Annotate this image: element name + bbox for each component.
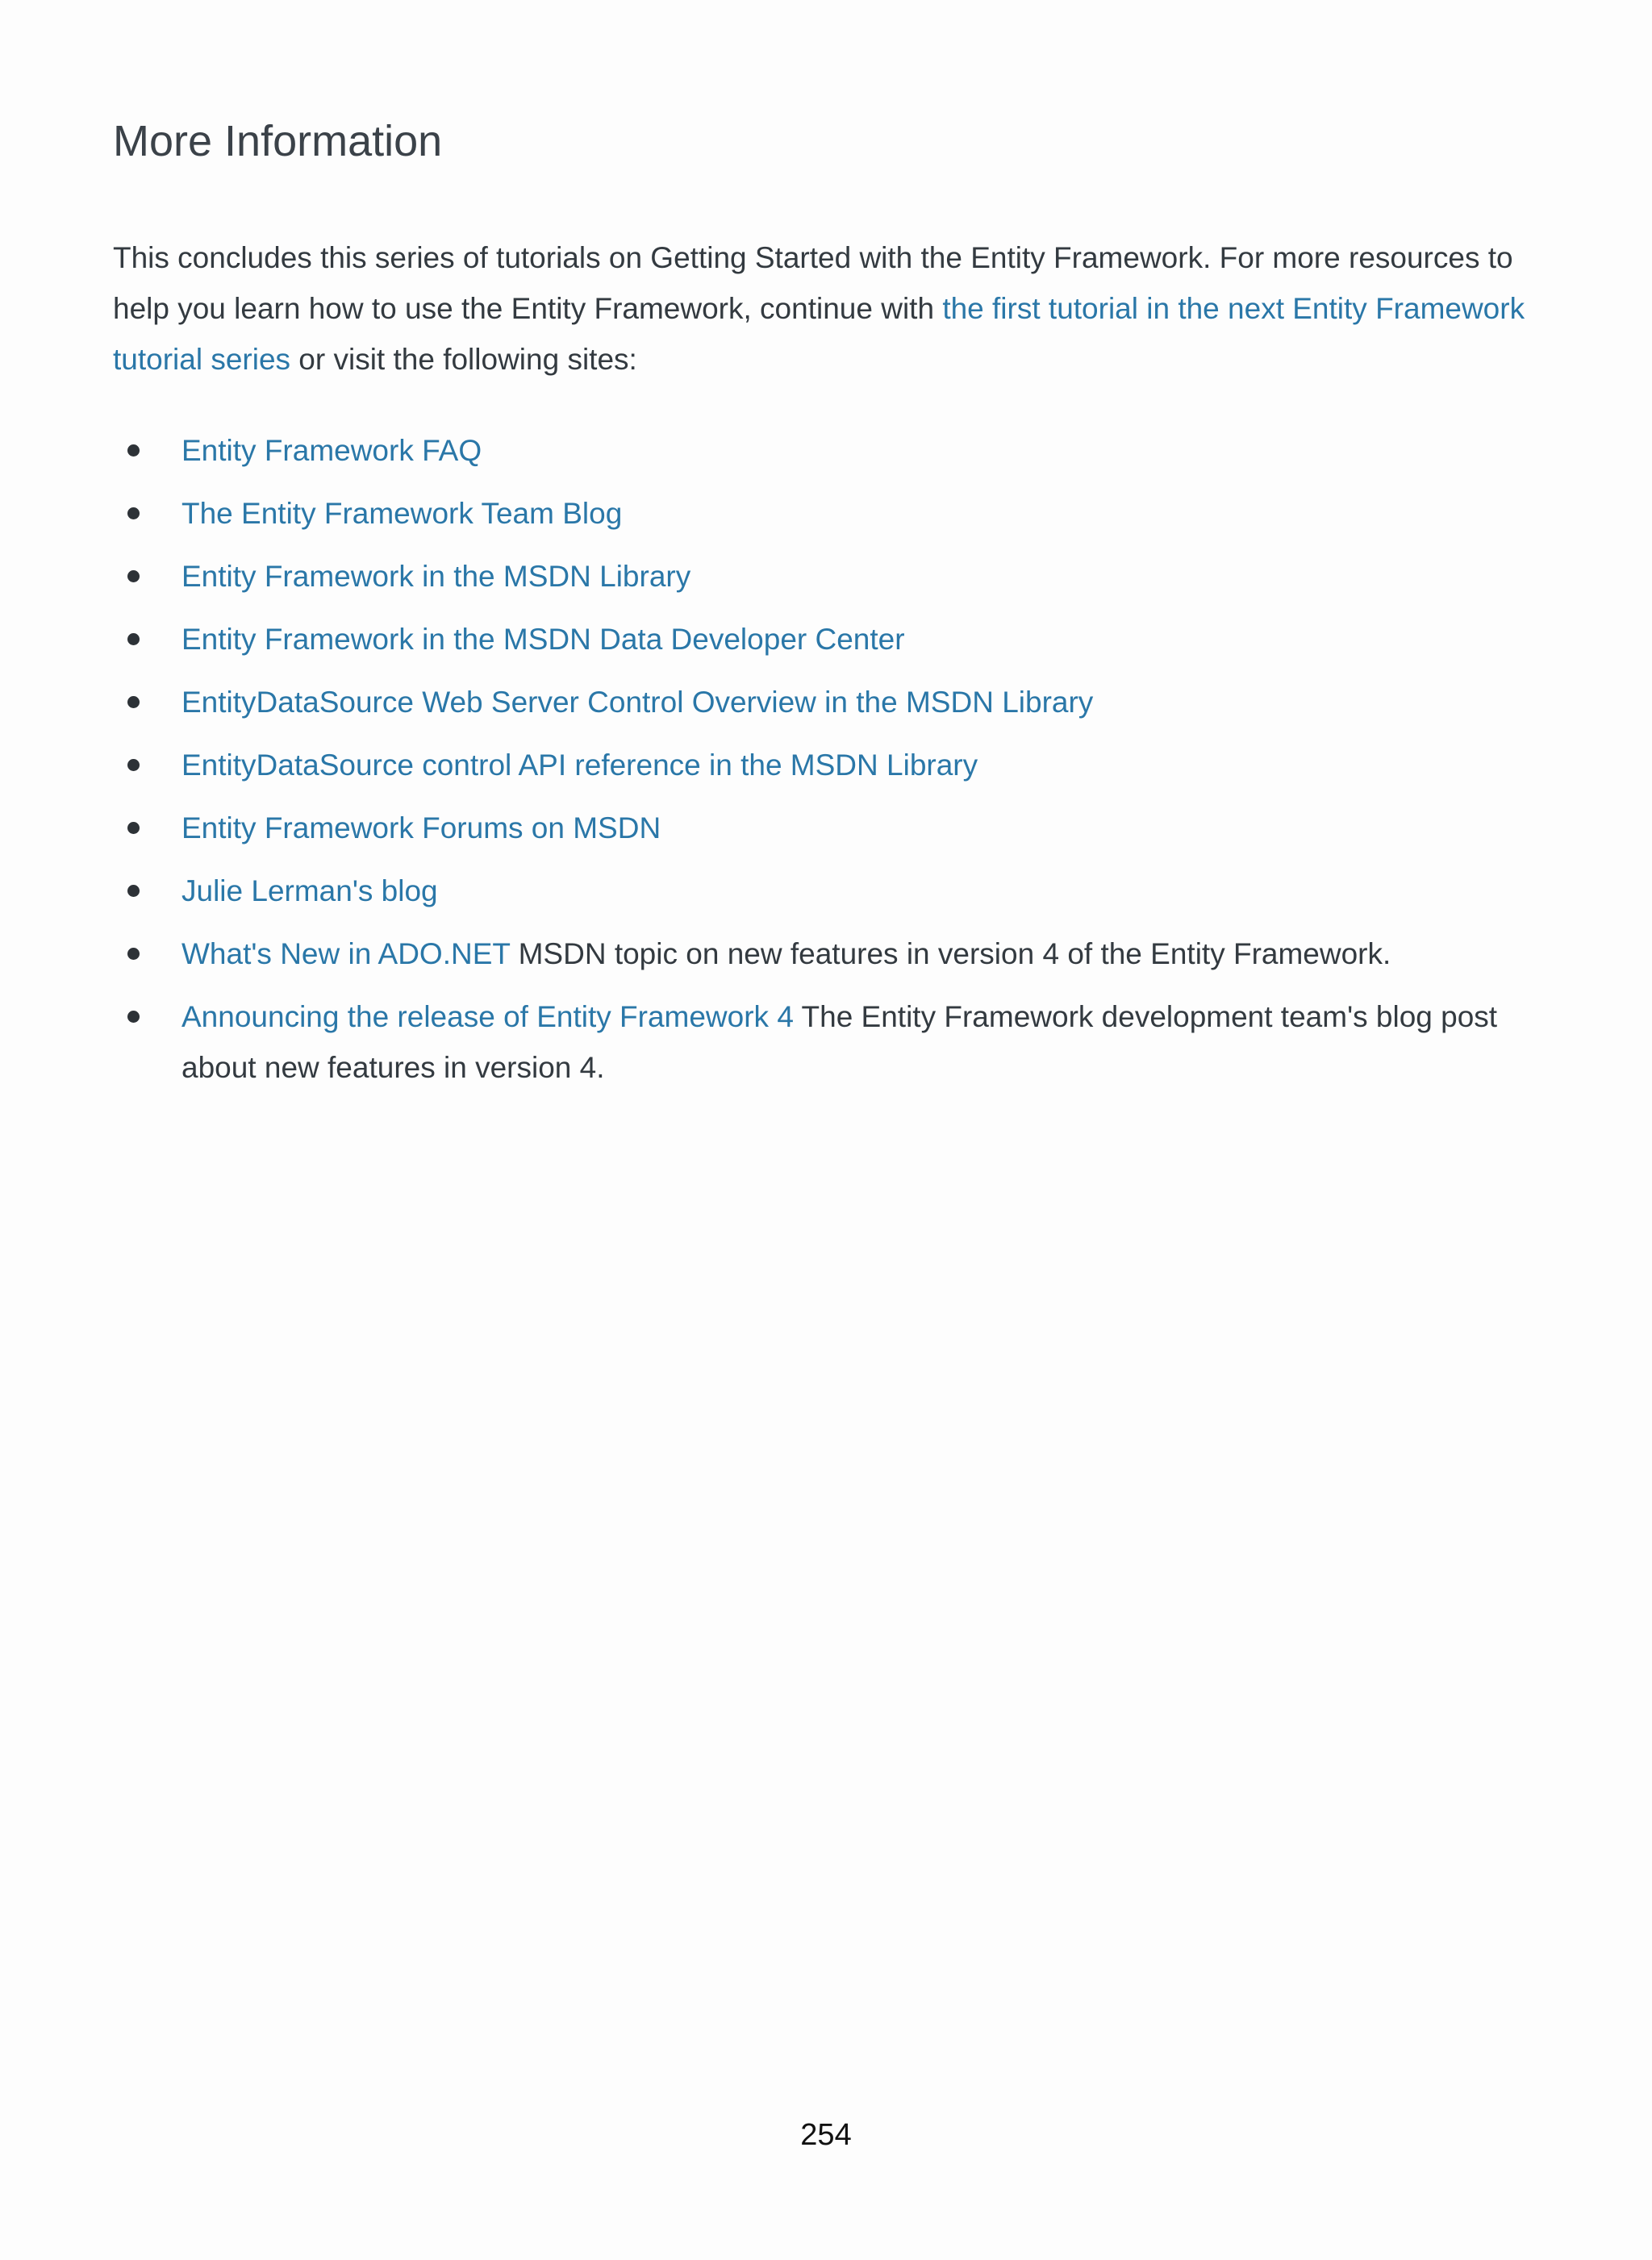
msdn-library-link[interactable]: Entity Framework in the MSDN Library [181,560,691,593]
forums-link[interactable]: Entity Framework Forums on MSDN [181,811,661,844]
bullet-icon [127,507,140,519]
page-number: 254 [800,2118,852,2152]
team-blog-link[interactable]: The Entity Framework Team Blog [181,497,623,530]
bullet-icon [127,822,140,834]
bullet-icon [127,948,140,960]
resource-description: The Entity Framework development team's blog post about new features in version 4. [181,1000,1498,1084]
entitydatasource-overview-link[interactable]: EntityDataSource Web Server Control Overview in the MSDN Library [181,686,1094,719]
resource-description: MSDN topic on new features in version 4 of the Entity Framework. [510,937,1391,970]
bullet-icon [127,444,140,457]
list-item [113,551,1541,602]
next-tutorial-series-link[interactable]: the first tutorial in the next Entity Framework tutorial series [113,292,1525,376]
list-item [113,677,1541,728]
resource-list [113,425,1541,1093]
list-item [113,488,1541,539]
list-item [113,865,1541,916]
data-developer-center-link[interactable]: Entity Framework in the MSDN Data Developer Center [181,623,905,656]
list-item [113,991,1541,1093]
bullet-icon [127,759,140,771]
bullet-icon [127,696,140,708]
intro-paragraph [113,232,1541,385]
ef4-release-announcement-link[interactable]: Announcing the release of Entity Framework 4 [181,1000,794,1033]
list-item [113,740,1541,790]
document-page [113,105,1541,1105]
list-item [113,803,1541,853]
list-item [113,928,1541,979]
section-heading: More Information [113,117,443,165]
julie-lerman-blog-link[interactable]: Julie Lerman's blog [181,874,438,907]
list-item [113,614,1541,665]
bullet-icon [127,570,140,582]
intro-text-after: or visit the following sites: [290,343,637,376]
bullet-icon [127,1011,140,1023]
bullet-icon [127,885,140,897]
entitydatasource-api-link[interactable]: EntityDataSource control API reference in the MSDN Library [181,748,978,782]
whats-new-adonet-link[interactable]: What's New in ADO.NET [181,937,511,970]
bullet-icon [127,633,140,645]
entity-framework-faq-link[interactable]: Entity Framework FAQ [181,434,482,467]
intro-text-before: This concludes this series of tutorials on Getting Started with the Entity Framework. For more resources to help you learn how to use the Entity Framework, continue with [113,241,1513,325]
list-item [113,425,1541,476]
